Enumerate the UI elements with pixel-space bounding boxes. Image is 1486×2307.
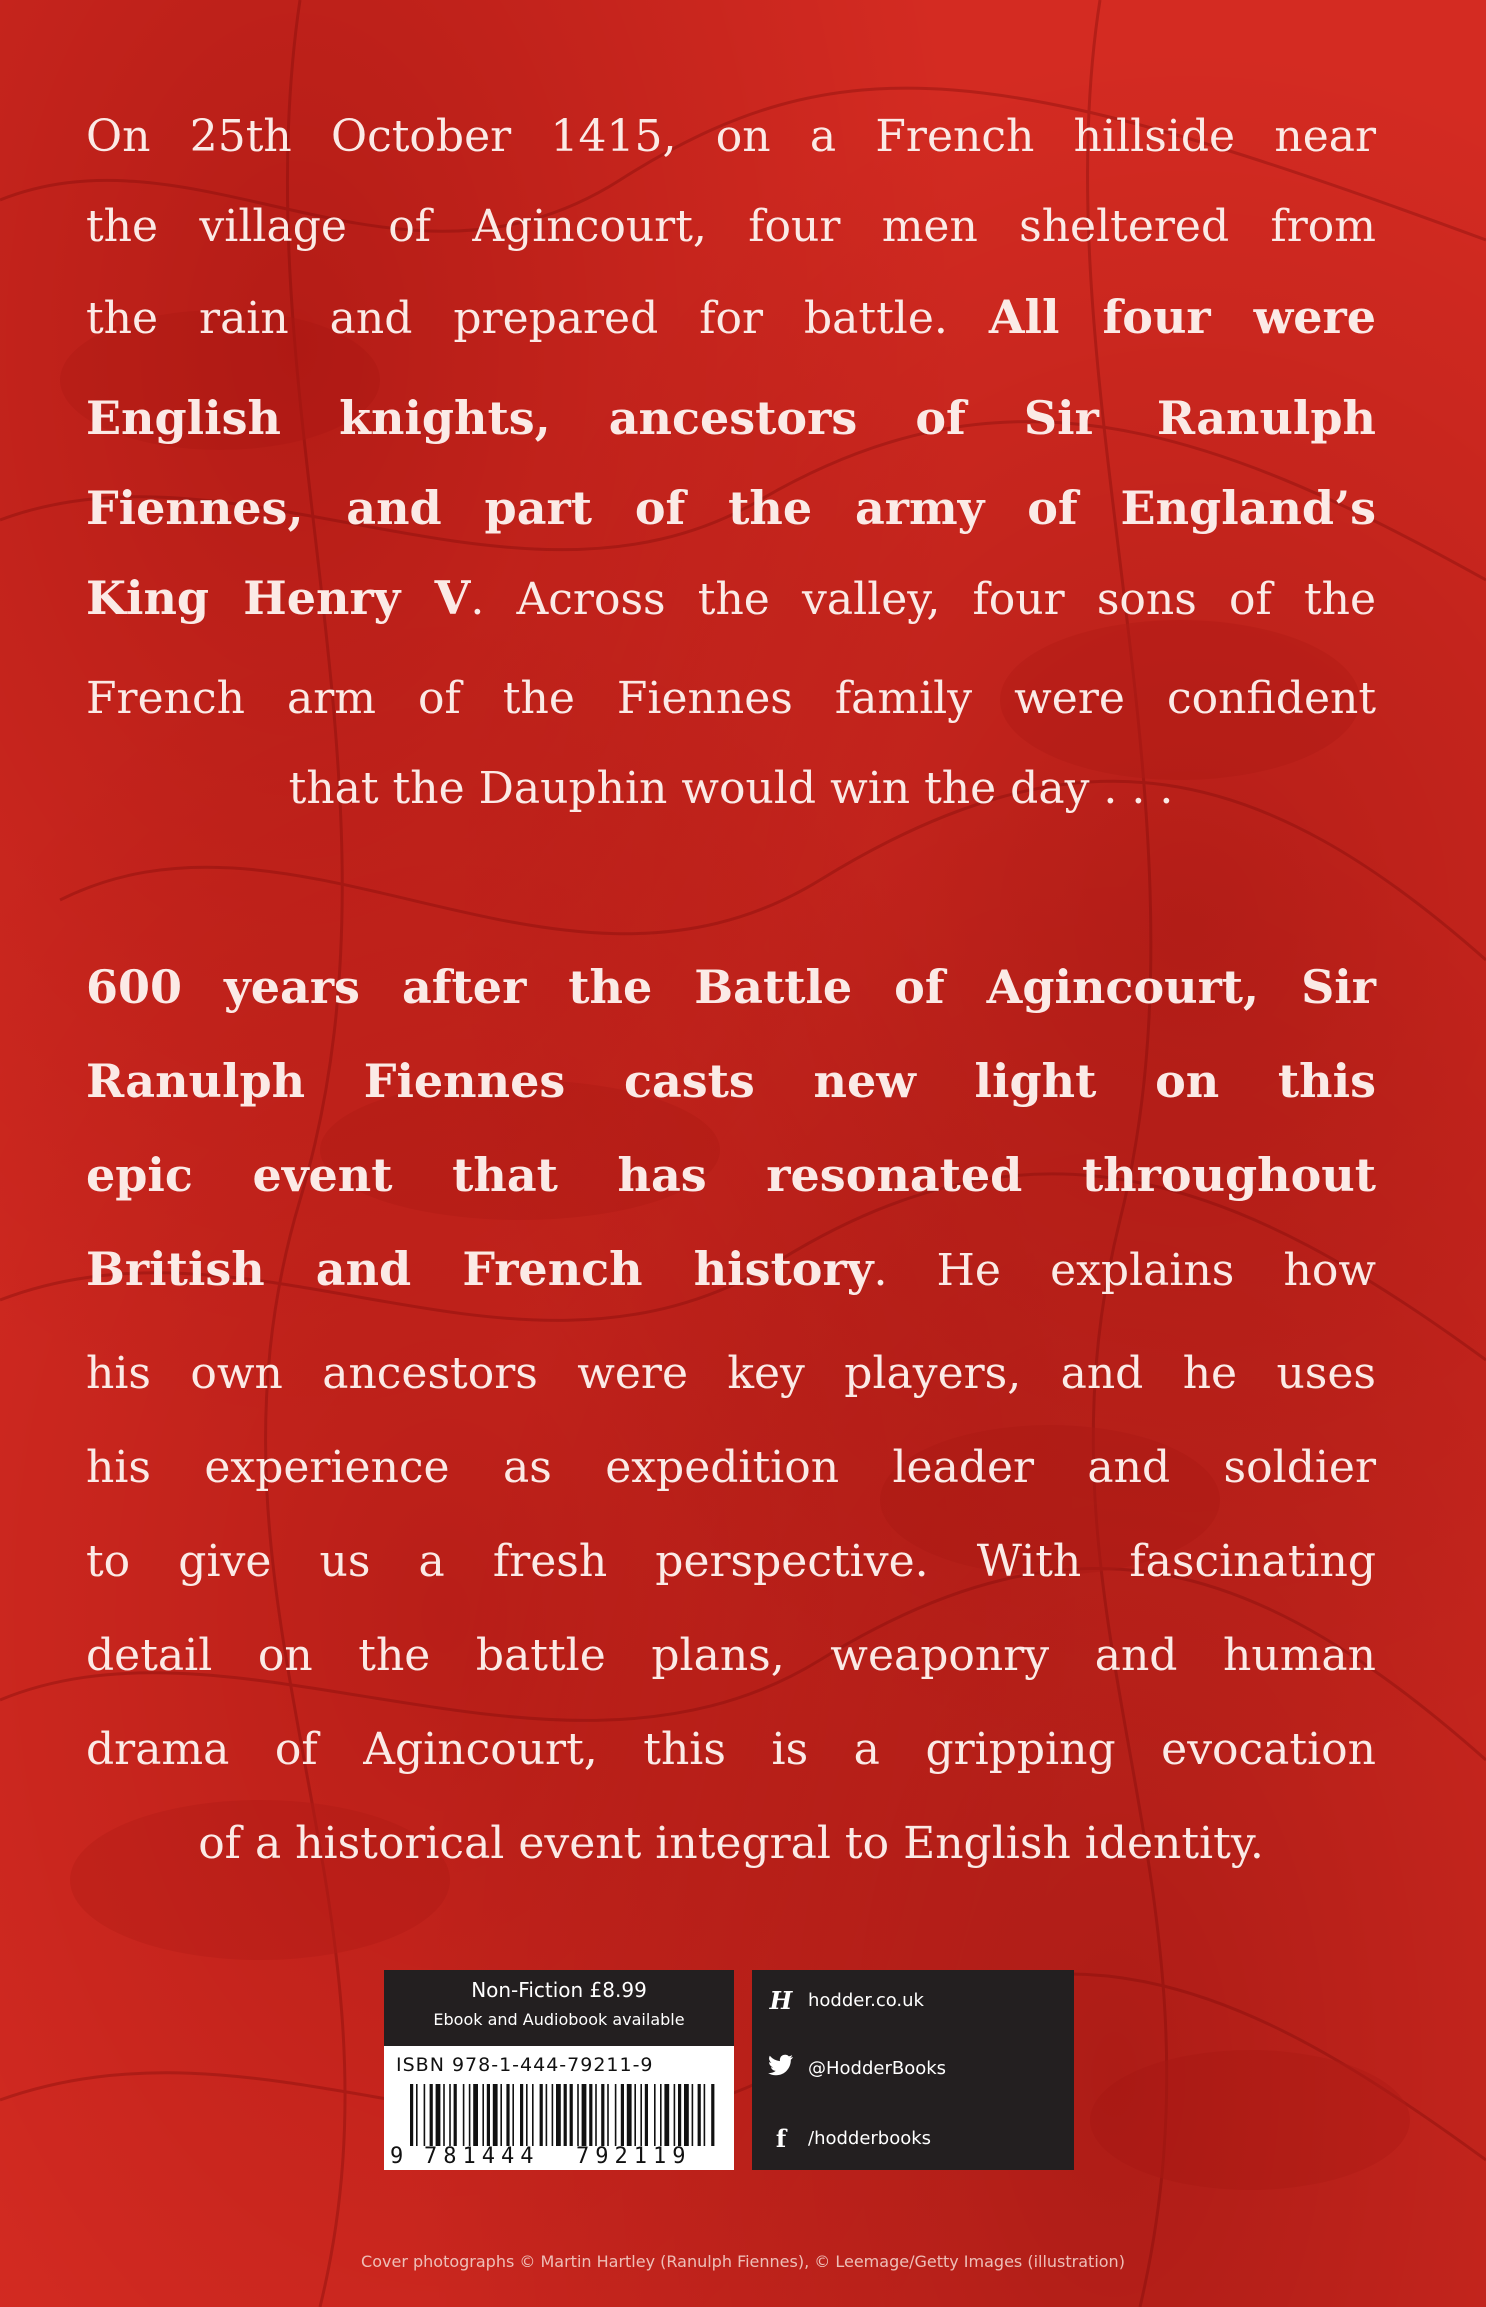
barcode-bar (500, 2084, 502, 2146)
website-text: hodder.co.uk (808, 1989, 924, 2011)
blurb-line: his own ancestors were key players, and he uses (86, 1348, 1376, 1399)
barcode-bar (577, 2084, 579, 2146)
ean-first-digit: 9 (390, 2144, 404, 2169)
barcode-bar (678, 2084, 681, 2146)
blurb-line: 600 years after the Battle of Agincourt, Sir (86, 960, 1376, 1014)
photo-credit: Cover photographs © Martin Hartley (Ranulph Fiennes), © Leemage/Getty Images (illustration) (361, 2252, 1125, 2271)
blurb-line: English knights, ancestors of Sir Ranulph (86, 391, 1376, 445)
barcode-bar (540, 2084, 543, 2146)
barcode-bar (660, 2084, 662, 2146)
ean-left-group: 781444 (424, 2144, 540, 2169)
barcode-bar (615, 2084, 617, 2146)
publisher-website[interactable] (768, 1982, 924, 2018)
blurb-text-plain: . He explains how (873, 1245, 1376, 1296)
barcode-bar (570, 2084, 573, 2146)
blurb-line: On 25th October 1415, on a French hillside near (86, 111, 1376, 162)
barcode (408, 2084, 718, 2146)
blurb-line: detail on the battle plans, weaponry and human (86, 1630, 1376, 1681)
ean-right-group: 792119 (576, 2144, 692, 2169)
barcode-bar (645, 2084, 648, 2146)
barcode-bar (526, 2084, 528, 2146)
price-header (384, 1970, 734, 2046)
barcode-bar (698, 2084, 701, 2146)
blurb-text-bold: King Henry V (86, 571, 471, 625)
blurb-line (86, 553, 1376, 654)
barcode-bar (607, 2084, 609, 2146)
blurb-line: the village of Agincourt, four men sheltered from (86, 201, 1376, 252)
barcode-bar (552, 2084, 554, 2146)
barcode-bar (532, 2084, 534, 2146)
blurb-text-plain: the rain and prepared for battle. (86, 293, 989, 344)
barcode-bar (582, 2084, 587, 2146)
blurb-line: that the Dauphin would win the day . . . (288, 763, 1174, 814)
blurb-line: to give us a fresh perspective. With fascinating (86, 1536, 1376, 1587)
barcode-bar (692, 2084, 694, 2146)
blurb-paragraph-2 (86, 940, 1376, 1891)
barcode-bar (556, 2084, 561, 2146)
barcode-bar (627, 2084, 632, 2146)
twitter-handle: @HodderBooks (808, 2057, 947, 2079)
hodder-h-logo-icon: H (769, 1985, 793, 2015)
barcode-bar (449, 2084, 451, 2146)
blurb-text-bold: British and French history (86, 1242, 874, 1296)
blurb-line: French arm of the Fiennes family were confident (86, 673, 1376, 724)
blurb-text-plain: . Across the valley, four sons of the (470, 574, 1377, 625)
facebook-f-icon: f (775, 2123, 787, 2153)
barcode-bar (463, 2084, 465, 2146)
barcode-bar (711, 2084, 714, 2146)
twitter-bird-icon (768, 2054, 794, 2082)
barcode-bar (589, 2084, 592, 2146)
blurb-line: of a historical event integral to English identity. (198, 1818, 1264, 1869)
barcode-bar (601, 2084, 604, 2146)
barcode-bar (410, 2084, 413, 2146)
publisher-box (752, 1970, 1074, 2170)
barcode-bar (634, 2084, 636, 2146)
barcode-bar (482, 2084, 484, 2146)
barcode-bar (454, 2084, 457, 2146)
blurb-line (86, 272, 1376, 373)
isbn-label: ISBN 978-1-444-79211-9 (396, 2054, 654, 2076)
barcode-bar (654, 2084, 656, 2146)
barcode-bar (520, 2084, 523, 2146)
barcode-bar (424, 2084, 426, 2146)
barcode-bar (512, 2084, 514, 2146)
publisher-twitter[interactable] (768, 2050, 946, 2086)
barcode-bar (443, 2084, 445, 2146)
barcode-bar (564, 2084, 567, 2146)
barcode-bar (640, 2084, 642, 2146)
blurb-line: Fiennes, and part of the army of England’s (86, 481, 1376, 535)
barcode-bar (487, 2084, 490, 2146)
barcode-bar (436, 2084, 441, 2146)
barcode-price-box (384, 1970, 734, 2170)
blurb-paragraph-1 (86, 92, 1376, 834)
barcode-bar (664, 2084, 669, 2146)
barcode-bar (506, 2084, 509, 2146)
publisher-facebook[interactable] (768, 2120, 931, 2156)
blurb-line: Ranulph Fiennes casts new light on this (86, 1054, 1376, 1108)
blurb-line (86, 1222, 1376, 1327)
barcode-bar (674, 2084, 676, 2146)
barcode-bar (493, 2084, 498, 2146)
barcode-bar (430, 2084, 433, 2146)
barcode-bar (469, 2084, 471, 2146)
barcode-bar (416, 2084, 418, 2146)
barcode-bar (595, 2084, 597, 2146)
blurb-text-bold: All four were (988, 290, 1376, 344)
blurb-line: drama of Agincourt, this is a gripping evocation (86, 1724, 1376, 1775)
category-price: Non-Fiction £8.99 (471, 1978, 647, 2002)
blurb-line: his experience as expedition leader and soldier (86, 1442, 1376, 1493)
barcode-bar (704, 2084, 706, 2146)
blurb-line: epic event that has resonated throughout (86, 1148, 1376, 1202)
barcode-bar (546, 2084, 548, 2146)
barcode-bar (621, 2084, 624, 2146)
barcode-bar (473, 2084, 478, 2146)
facebook-handle: /hodderbooks (808, 2127, 932, 2149)
availability-note: Ebook and Audiobook available (433, 2010, 685, 2029)
barcode-bar (684, 2084, 689, 2146)
